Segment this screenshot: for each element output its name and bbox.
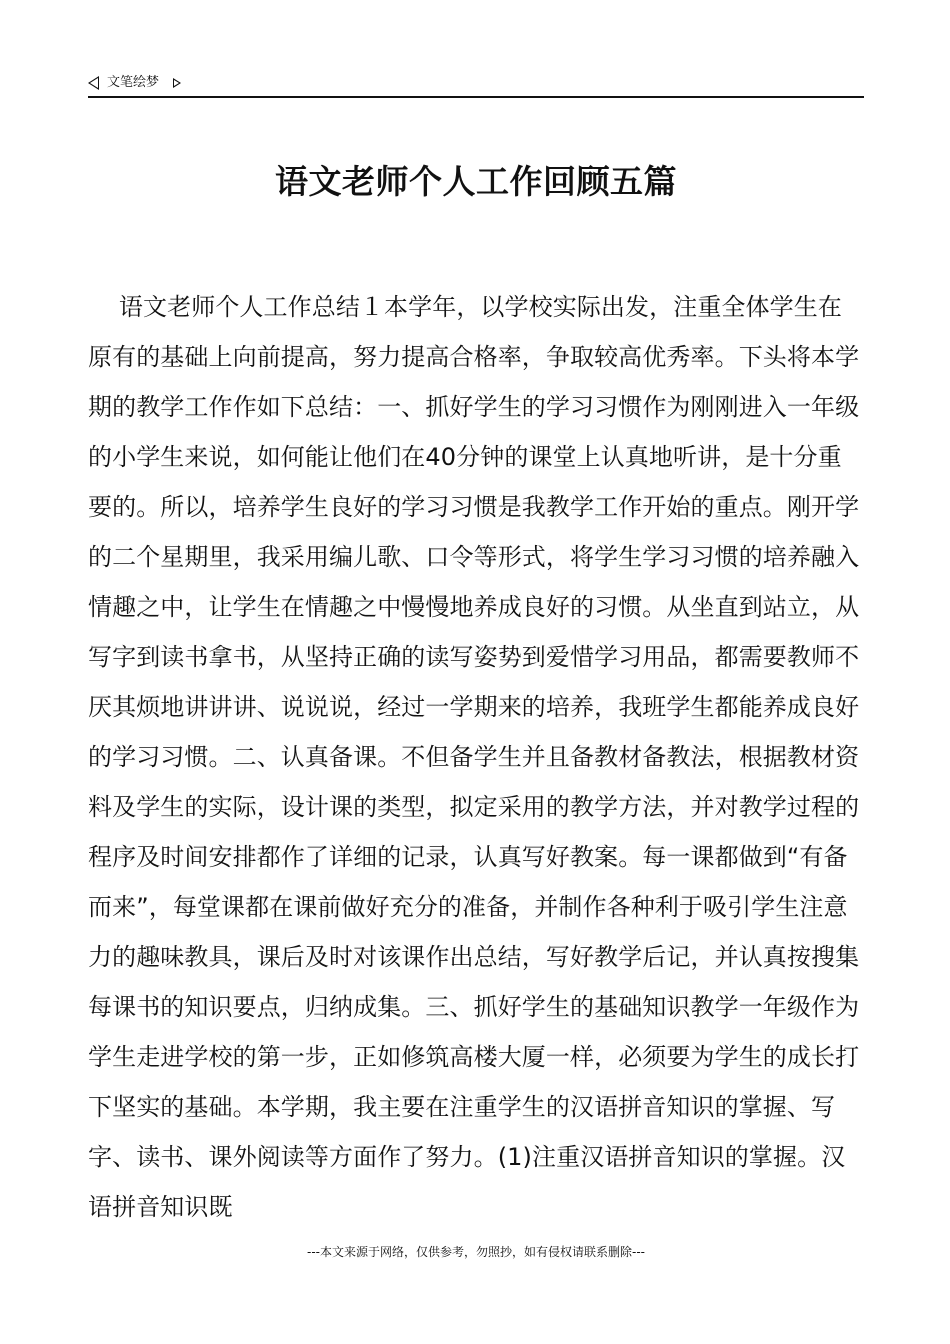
page-footer: ---本文来源于网络，仅供参考，勿照抄，如有侵权请联系删除--- [307, 1245, 645, 1259]
left-arrow-icon [88, 76, 99, 90]
document-body: 语文老师个人工作总结１本学年，以学校实际出发，注重全体学生在原有的基础上向前提高，努力提高合格率，争取较高优秀率。下头将本学期的教学工作作如下总结：一、抓好学生的学习习惯作为刚刚进入一年级的小学生来说，如何能让他们在40分钟的课堂上认真地听讲，是十分重要的。所以，培养学生良好的学习习惯是我教学工作开始的重点。刚开学的二个星期里，我采用编儿歌、口令等形式，将学生学习习惯的培养融入情趣之中，让学生在情趣之中慢慢地养成良好的习惯。从坐直到站立，从写字到读书拿书，从坚持正确的读写姿势到爱惜学习用品，都需要教师不厌其烦地讲讲讲、说说说，经过一学期来的培养，我班学生都能养成良好的学习习惯。二、认真备课。不但备学生并且备教材备教法，根据教材资料及学生的实际，设计课的类型，拟定采用的教学方法，并对教学过程的程序及时间安排都作了详细的记录，认真写好教案。每一课都做到“有备而来”，每堂课都在课前做好充分的准备，并制作各种利于吸引学生注意力的趣味教具，课后及时对该课作出总结，写好教学后记，并认真按搜集每课书的知识要点，归纳成集。三、抓好学生的基础知识教学一年级作为学生走进学校的第一步，正如修筑高楼大厦一样，必须要为学生的成长打下坚实的基础。本学期，我主要在注重学生的汉语拼音知识的掌握、写字、读书、课外阅读等方面作了努力。(1)注重汉语拼音知识的掌握。汉语拼音知识既 [88, 293, 860, 1221]
header-branding [88, 74, 181, 92]
document-title: 语文老师个人工作回顾五篇 [275, 162, 677, 201]
page-header [88, 72, 864, 98]
header-label: 文笔绘梦 [107, 75, 160, 90]
right-arrow-icon [173, 78, 181, 88]
